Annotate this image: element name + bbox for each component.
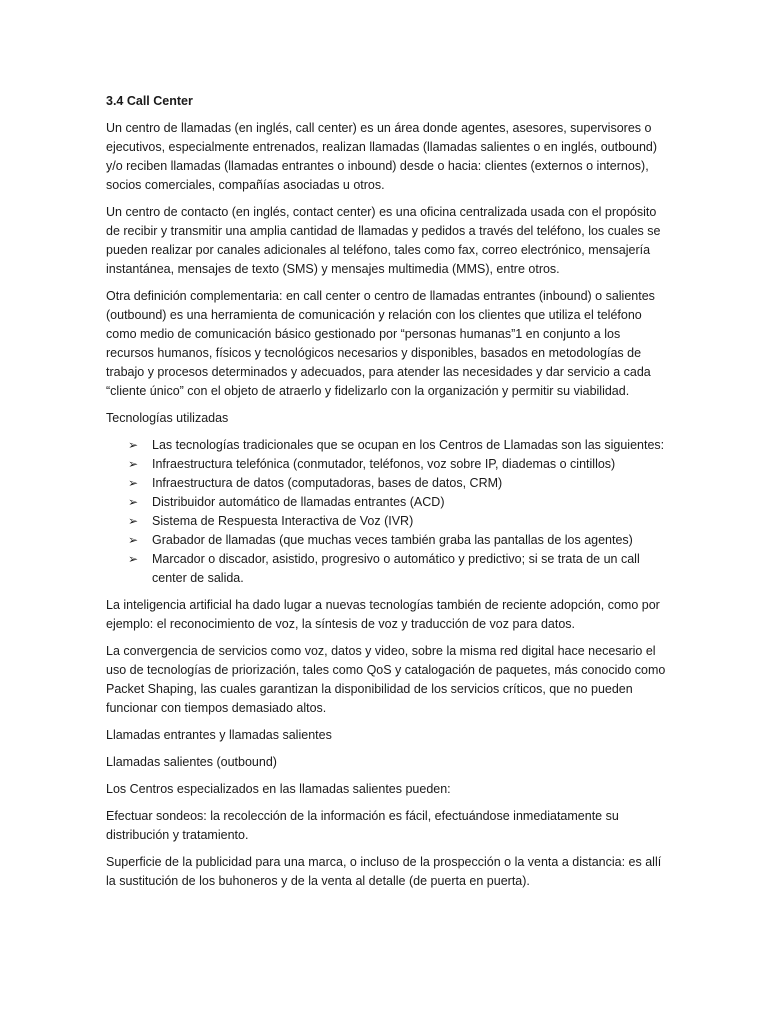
subheading-outbound-calls: Llamadas salientes (outbound) [106, 755, 277, 769]
paragraph-surveys: Efectuar sondeos: la recolección de la información es fácil, efectuándose inmediatamente su distribución y tratamiento. [106, 809, 619, 842]
list-item-text: Las tecnologías tradicionales que se ocupan en los Centros de Llamadas son las siguientes: [152, 438, 665, 452]
arrow-bullet-icon: ➢ [128, 457, 139, 471]
technologies-list [106, 436, 666, 588]
list-item-text: Marcador o discador, asistido, progresivo o automático y predictivo; si se trata de un call center de salida. [152, 552, 640, 585]
paragraph-artificial-intelligence: La inteligencia artificial ha dado lugar a nuevas tecnologías también de reciente adopción, como por ejemplo: el reconocimiento de voz, la síntesis de voz y traducción de voz para datos. [106, 598, 660, 631]
list-item [106, 436, 666, 455]
subheading-incoming-outgoing-calls: Llamadas entrantes y llamadas salientes [106, 728, 332, 742]
list-item [106, 550, 666, 588]
list-item-text: Grabador de llamadas (que muchas veces también graba las pantallas de los agentes) [152, 533, 633, 547]
paragraph-advertising: Superficie de la publicidad para una marca, o incluso de la prospección o la venta a distancia: es allí la sustitución de los buhoneros y de la venta al detalle (de puerta en puerta). [106, 855, 662, 888]
arrow-bullet-icon: ➢ [128, 552, 139, 566]
technologies-heading: Tecnologías utilizadas [106, 411, 229, 425]
arrow-bullet-icon: ➢ [128, 533, 139, 547]
document-page [106, 92, 666, 899]
paragraph-contact-center-definition: Un centro de contacto (en inglés, contact center) es una oficina centralizada usada con el propósito de recibir y transmitir una amplia cantidad de llamadas y pedidos a través del teléfono, los cuales se pueden realizar por canales adicionales al teléfono, tales como fax, correo electrónico, mensajería instantánea, mensajes de texto (SMS) y mensajes multimedia (MMS), entre otros. [106, 205, 661, 276]
paragraph-service-convergence: La convergencia de servicios como voz, datos y video, sobre la misma red digital hace necesario el uso de tecnologías de priorización, tales como QoS y catalogación de paquetes, más conocido como Packet Shaping, las cuales garantizan la disponibilidad de los servicios críticos, que no pueden funcionar con tiempos demasiado altos. [106, 644, 666, 715]
list-item [106, 455, 666, 474]
section-heading: 3.4 Call Center [106, 94, 193, 108]
arrow-bullet-icon: ➢ [128, 514, 139, 528]
paragraph-complementary-definition: Otra definición complementaria: en call center o centro de llamadas entrantes (inbound) o salientes (outbound) es una herramienta de comunicación y relación con los clientes que utiliza el teléfono como medio de comunicación básico gestionado por “personas humanas”1 en conjunto a los recursos humanos, físicos y tecnológicos necesarios y disponibles, basados en metodologías de trabajo y procesos determinados y adecuados, para atender las necesidades y dar servicio a cada “cliente único” con el objeto de atraerlo y fidelizarlo con la organización y permitir su viabilidad. [106, 289, 655, 398]
arrow-bullet-icon: ➢ [128, 438, 139, 452]
list-item-text: Infraestructura de datos (computadoras, bases de datos, CRM) [152, 476, 503, 490]
list-item [106, 474, 666, 493]
list-item-text: Distribuidor automático de llamadas entrantes (ACD) [152, 495, 445, 509]
arrow-bullet-icon: ➢ [128, 495, 139, 509]
paragraph-specialized-centers: Los Centros especializados en las llamadas salientes pueden: [106, 782, 451, 796]
list-item [106, 493, 666, 512]
arrow-bullet-icon: ➢ [128, 476, 139, 490]
list-item [106, 531, 666, 550]
paragraph-call-center-definition: Un centro de llamadas (en inglés, call center) es un área donde agentes, asesores, supervisores o ejecutivos, especialmente entrenados, realizan llamadas (llamadas salientes o en inglés, outbound) y/o reciben llamadas (llamadas entrantes o inbound) desde o hacia: clientes (externos o internos), socios comerciales, compañías asociadas u otros. [106, 121, 658, 192]
list-item-text: Sistema de Respuesta Interactiva de Voz (IVR) [152, 514, 414, 528]
list-item-text: Infraestructura telefónica (conmutador, teléfonos, voz sobre IP, diademas o cintillos) [152, 457, 616, 471]
list-item [106, 512, 666, 531]
